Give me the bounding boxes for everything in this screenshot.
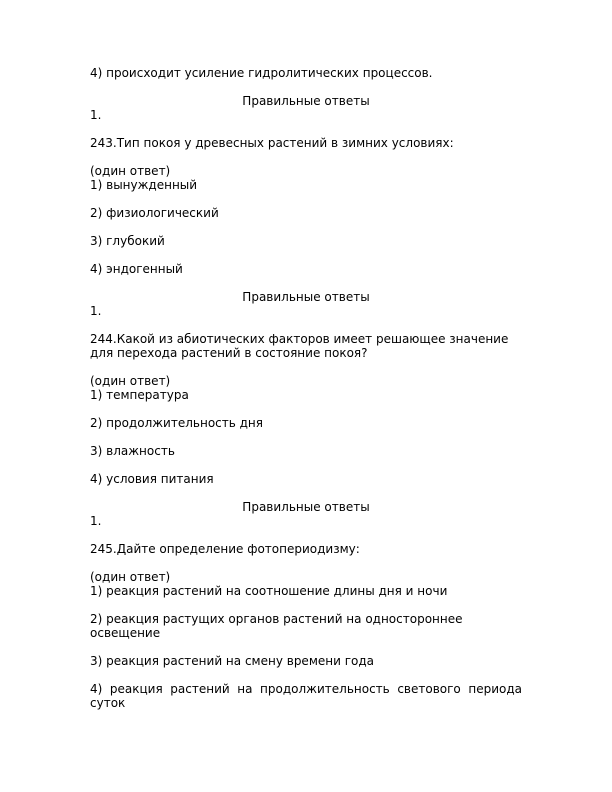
question-244-mode: (один ответ) bbox=[90, 374, 171, 388]
question-245-option-3: 3) реакция растений на смену времени года bbox=[90, 654, 375, 668]
question-244-option-4: 4) условия питания bbox=[90, 472, 214, 486]
prev-answers-heading: Правильные ответы bbox=[242, 94, 370, 108]
question-243-option-2: 2) физиологический bbox=[90, 206, 219, 220]
question-244-option-3: 3) влажность bbox=[90, 444, 175, 458]
question-243-option-4: 4) эндогенный bbox=[90, 262, 183, 276]
question-243-title: 243.Тип покоя у древесных растений в зимних условиях: bbox=[90, 136, 454, 150]
document-page bbox=[90, 66, 522, 710]
question-243-option-3: 3) глубокий bbox=[90, 234, 165, 248]
prev-answer-line: 1. bbox=[90, 108, 102, 122]
question-245-title: 245.Дайте определение фотопериодизму: bbox=[90, 542, 360, 556]
question-243-answer-line: 1. bbox=[90, 304, 102, 318]
question-244-option-1: 1) температура bbox=[90, 388, 189, 402]
question-243-mode: (один ответ) bbox=[90, 164, 171, 178]
question-244-title-line-2: для перехода растений в состояние покоя? bbox=[90, 346, 368, 360]
question-244-answer-line: 1. bbox=[90, 514, 102, 528]
question-245-option-4-line-2: суток bbox=[90, 696, 126, 710]
question-245-mode: (один ответ) bbox=[90, 570, 171, 584]
question-245-option-4-line-1: 4) реакция растений на продолжительность светового периода bbox=[90, 682, 522, 696]
question-244-option-2: 2) продолжительность дня bbox=[90, 416, 263, 430]
question-245-option-1: 1) реакция растений на соотношение длины дня и ночи bbox=[90, 584, 448, 598]
question-245-option-4 bbox=[90, 682, 522, 710]
prev-option-4: 4) происходит усиление гидролитических процессов. bbox=[90, 66, 433, 80]
question-245-option-2-line-1: 2) реакция растущих органов растений на одностороннее bbox=[90, 612, 463, 626]
question-244-title-line-1: 244.Какой из абиотических факторов имеет решающее значение bbox=[90, 332, 509, 346]
question-245-option-2-line-2: освещение bbox=[90, 626, 161, 640]
question-243-answers-heading: Правильные ответы bbox=[242, 290, 370, 304]
question-243-option-1: 1) вынужденный bbox=[90, 178, 198, 192]
question-244-answers-heading: Правильные ответы bbox=[242, 500, 370, 514]
